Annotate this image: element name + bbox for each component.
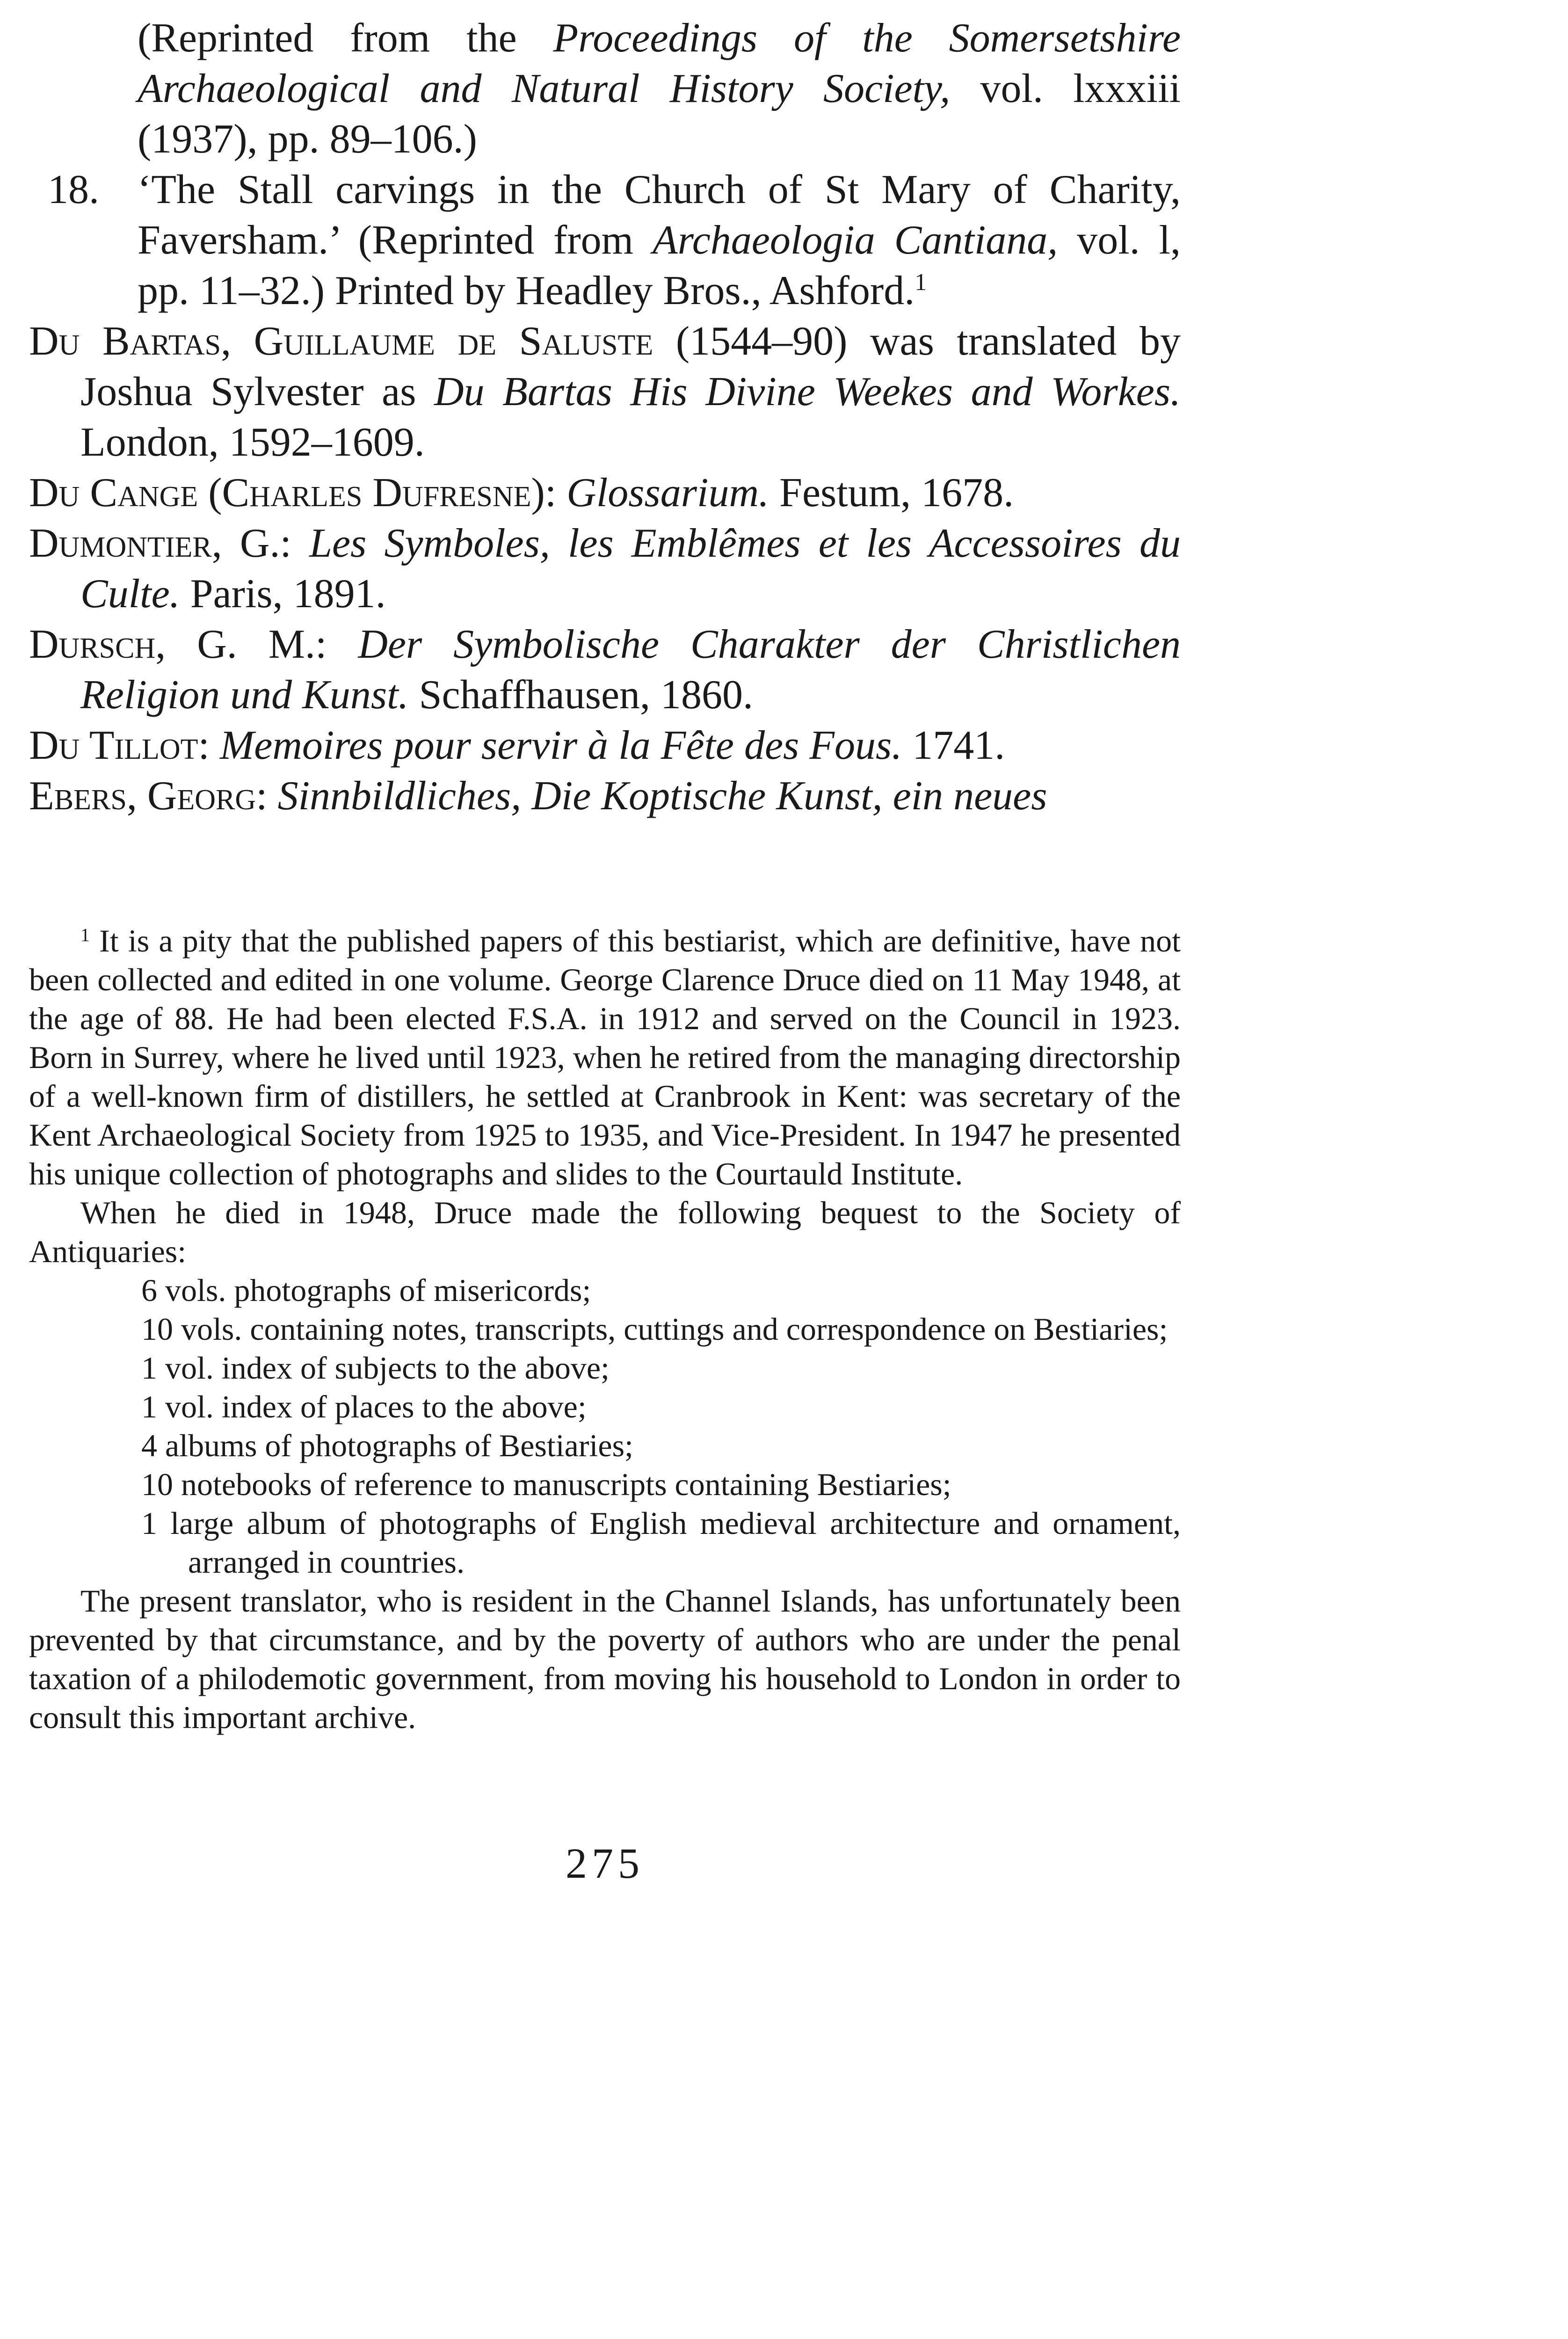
list-item: 6 vols. photographs of misericords;	[141, 1272, 591, 1308]
bib-entry-pre: :	[315, 622, 358, 667]
bib-entry-pre: :	[544, 470, 567, 516]
list-item: 1 large album of photographs of English medieval architecture and ornament, arranged in countries.	[141, 1505, 1181, 1580]
list-item: 10 notebooks of reference to manuscripts containing Bestiaries;	[141, 1467, 951, 1502]
bib-continuation-text: (Reprinted from the	[138, 15, 553, 61]
bib-entry	[29, 316, 1181, 468]
bib-entry	[29, 468, 1181, 518]
bib-entry-title: Glossarium.	[566, 470, 769, 516]
bib-entry	[29, 720, 1181, 771]
footnote-paragraph: When he died in 1948, Druce made the following bequest to the Society of Antiquaries:	[29, 1195, 1181, 1269]
bib-entry-title: Memoires pour servir à la Fête des Fous.	[219, 723, 902, 768]
footnote-paragraph	[29, 922, 1181, 1193]
bib-entry-title: Der Symbolische Charakter der Christlichen Religion und Kunst.	[80, 622, 1181, 718]
bib-entry	[29, 619, 1181, 720]
page-number: 275	[566, 1839, 644, 1887]
bib-item-number: 18.	[48, 167, 99, 212]
footnote-reference: 1	[915, 269, 927, 296]
bib-entry-author: Du Cange (Charles Dufresne)	[29, 470, 545, 516]
bib-entry-pre: :	[198, 723, 220, 768]
bib-entry-author: Du Tillot	[29, 723, 198, 768]
bib-item-tail: vol. l, pp. 11–32.) Printed by Headley Bros., Ashford.	[138, 218, 1181, 313]
bib-entry-post: London, 1592–1609.	[80, 420, 425, 465]
list-item: 4 albums of photographs of Bestiaries;	[141, 1428, 633, 1463]
footnote-paragraph: The present translator, who is resident in the Channel Islands, has unfortunately been prevented by that circumstance, and by the poverty of authors who are under the penal taxation of a philodemotic government, from moving his household to London in order to consult this important archive.	[29, 1583, 1181, 1735]
bib-entry-title: Sinnbildliches, Die Koptische Kunst, ein neues	[277, 773, 1047, 819]
bib-entry-pre: (1544–90) was translated by Joshua Sylvester as	[80, 319, 1181, 414]
list-item: 10 vols. containing notes, transcripts, cuttings and correspondence on Bestiaries;	[141, 1311, 1168, 1347]
bib-entry-title: Les Symboles, les Emblêmes et les Accessoires du Culte.	[80, 521, 1181, 617]
bib-item-18	[29, 165, 1181, 316]
bib-entry-author: Du Bartas, Guillaume de Saluste	[29, 319, 653, 364]
bib-entry	[29, 518, 1181, 619]
bib-entry-author: Dumontier, G.	[29, 521, 280, 566]
bib-entry-post: 1741.	[902, 723, 1005, 768]
list-item: 1 vol. index of places to the above;	[141, 1389, 587, 1424]
bequest-list	[29, 1271, 1181, 1582]
bib-entry-post: Festum, 1678.	[769, 470, 1014, 516]
bib-entry-pre: :	[280, 521, 310, 566]
bib-continuation	[29, 13, 1181, 165]
bib-item-title: Archaeologia Cantiana,	[653, 218, 1058, 263]
bib-item-text: ‘The Stall carvings in the Church of St Mary of Charity, Faversham.’ (Reprinted from	[138, 167, 1181, 263]
bib-entry-pre: :	[256, 773, 278, 819]
list-item: 1 vol. index of subjects to the above;	[141, 1350, 610, 1386]
footnote-text: It is a pity that the published papers of this bestiarist, which are definitive, have not been collected and edited in one volume. George Clarence Druce died on 11 May 1948, at the age of 88. He had been elected F.S.A. in 1912 and served on the Council in 1923. Born in Surrey, where he lived until 1923, when he retired from the managing directorship of a well-known firm of distillers, he settled at Cranbrook in Kent: was secretary of the Kent Archaeological Society from 1925 to 1935, and Vice-President. In 1947 he presented his unique collection of photographs and slides to the Courtauld Institute.	[29, 923, 1181, 1191]
footnote-mark: 1	[80, 924, 90, 945]
bib-entry-author: Dursch, G. M.	[29, 622, 315, 667]
bib-entry-post: Paris, 1891.	[180, 571, 386, 617]
bib-continuation-title: Proceedings of the Somersetshire Archaeological and Natural History Society,	[138, 15, 1181, 111]
footnotes	[29, 922, 1181, 1737]
bib-entry-title: Du Bartas His Divine Weekes and Workes.	[434, 369, 1181, 414]
bib-entry	[29, 771, 1181, 821]
bib-entry-post: Schaffhausen, 1860.	[408, 672, 754, 718]
bibliography	[29, 13, 1181, 821]
bib-continuation-tail: vol. lxxxiii (1937), pp. 89–106.)	[138, 66, 1181, 162]
bib-entry-author: Ebers, Georg	[29, 773, 256, 819]
